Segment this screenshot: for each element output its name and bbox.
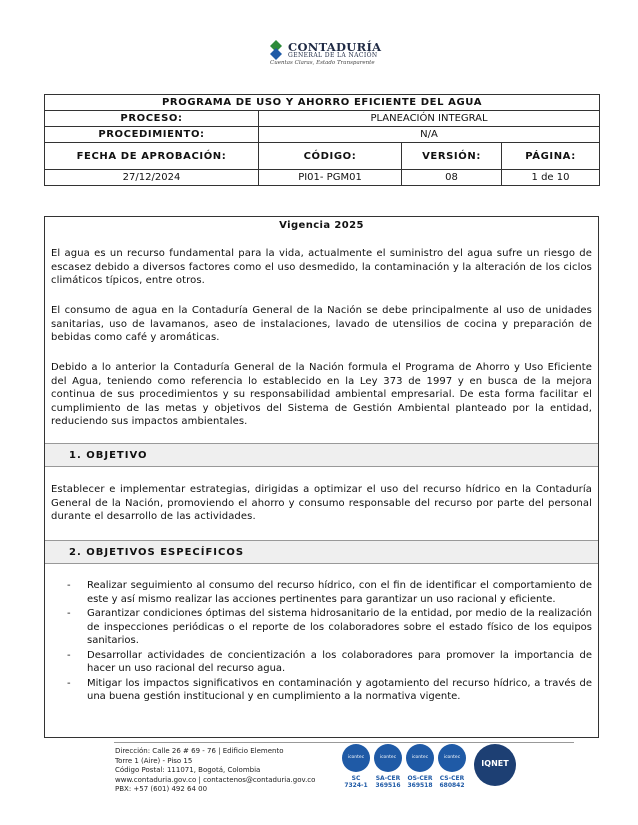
document-header-table	[44, 94, 600, 186]
version-label: VERSIÓN:	[402, 143, 502, 170]
bullet-dash: -	[67, 608, 71, 619]
proceso-value: PLANEACIÓN INTEGRAL	[259, 111, 600, 127]
objetivos-especificos-list	[63, 579, 592, 705]
bullet-dash: -	[67, 580, 71, 591]
objetivo-paragraph: Establecer e implementar estrategias, dirigidas a optimizar el uso del recurso hídrico en la Contaduría General de la Nación, promoviendo el ahorro y consumo responsable del recurso por parte del personal durante el desarrollo de las actividades.	[51, 484, 592, 522]
iqnet-seal-icon: IQNET	[474, 744, 516, 786]
list-item	[63, 677, 592, 704]
footer-line: PBX: +57 (601) 492 64 00	[115, 785, 208, 793]
cgn-emblem-icon	[268, 40, 284, 60]
logo-subtitle: GENERAL DE LA NACIÓN	[288, 52, 378, 59]
logo-tagline: Cuentas Claras, Estado Transparente	[270, 60, 375, 66]
list-item-text: Realizar seguimiento al consumo del recurso hídrico, con el fin de identificar el comportamiento de este y así mismo realizar las acciones pertinentes para garantizar un uso racional y eficiente.	[87, 580, 592, 605]
icontec-seal-icon: icontec	[438, 744, 466, 772]
list-item	[63, 607, 592, 648]
codigo-value: PI01- PGM01	[259, 170, 402, 186]
certification-badge: icontec OS-CER 369518	[406, 744, 434, 798]
procedimiento-label: PROCEDIMIENTO:	[45, 127, 259, 143]
cgn-logo	[268, 40, 382, 70]
proceso-label: PROCESO:	[45, 111, 259, 127]
footer-address	[115, 747, 315, 795]
section-objetivos-especificos-title: 2. OBJETIVOS ESPECÍFICOS	[69, 547, 245, 558]
bullet-dash: -	[67, 677, 71, 689]
program-title: PROGRAMA DE USO Y AHORRO EFICIENTE DEL AGUA	[45, 95, 600, 111]
intro-paragraph-2: El consumo de agua en la Contaduría General de la Nación se debe principalmente al uso de unidades sanitarias, uso de lavamanos, aseo de instalaciones, lavado de utensilios de cocina y preparación de bebidas como café y aromáticas.	[51, 305, 592, 343]
footer-divider	[114, 742, 574, 743]
icontec-seal-icon: icontec	[374, 744, 402, 772]
fecha-label: FECHA DE APROBACIÓN:	[45, 143, 259, 170]
intro-paragraph-3: Debido a lo anterior la Contaduría General de la Nación formula el Programa de Ahorro y Uso Eficiente del Agua, teniendo como referencia lo establecido en la Ley 373 de 1997 y en busca de la mejora continua de sus procedimientos y su responsabilidad ambiental empresarial. De esta forma facilitar el cumplimiento de las metas y objetivos del Sistema de Gestión Ambiental planteado por la entidad, reduciendo sus impactos ambientales.	[51, 362, 592, 427]
footer-line: Torre 1 (Aire) - Piso 15	[115, 756, 193, 765]
list-item-text: Mitigar los impactos significativos en contaminación y agotamiento del recurso hídrico, a través de una buena gestión institucional y en cumplimiento a la normativa vigente.	[87, 677, 592, 702]
list-item-text: Desarrollar actividades de concientización a los colaboradores para promover la importancia de hacer un uso racional del recurso agua.	[87, 649, 592, 674]
procedimiento-value: N/A	[259, 127, 600, 143]
section-objetivo-header	[45, 443, 598, 467]
list-item-text: Garantizar condiciones óptimas del sistema hidrosanitario de la entidad, por medio de la realización de inspecciones periódicas o el reporte de los colaboradores sobre el estado físico de los equipos sanitarios.	[87, 608, 592, 646]
list-item	[63, 649, 592, 676]
footer-line: Dirección: Calle 26 # 69 - 76 | Edificio Elemento	[115, 747, 284, 755]
version-value: 08	[402, 170, 502, 186]
intro-paragraph-1: El agua es un recurso fundamental para la vida, actualmente el suministro del agua sufre un riesgo de escasez debido a diversos factores como el uso desmedido, la contaminación y la alteración de los ciclos climáticos típicos, entre otros.	[51, 248, 592, 286]
section-objetivos-especificos-header	[45, 540, 598, 564]
certification-badge: icontec SC 7324-1	[342, 744, 370, 798]
icontec-seal-icon: icontec	[406, 744, 434, 772]
pagina-label: PÁGINA:	[502, 143, 600, 170]
footer-line[interactable]: www.contaduria.gov.co | contactenos@contaduria.gov.co	[115, 775, 316, 784]
icontec-seal-icon: icontec	[342, 744, 370, 772]
content-box	[44, 216, 599, 738]
footer-line: Código Postal: 111071, Bogotá, Colombia	[115, 766, 261, 774]
list-item	[63, 579, 592, 606]
section-objetivo-title: 1. OBJETIVO	[69, 450, 148, 461]
bullet-dash: -	[67, 649, 71, 661]
certification-badge: icontec SA-CER 369516	[374, 744, 402, 798]
logo-title: CONTADURÍA	[288, 40, 382, 54]
codigo-label: CÓDIGO:	[259, 143, 402, 170]
vigencia-title: Vigencia 2025	[279, 220, 364, 231]
certification-badge: icontec CS-CER 680842	[438, 744, 466, 798]
pagina-value: 1 de 10	[502, 170, 600, 186]
fecha-value: 27/12/2024	[45, 170, 259, 186]
